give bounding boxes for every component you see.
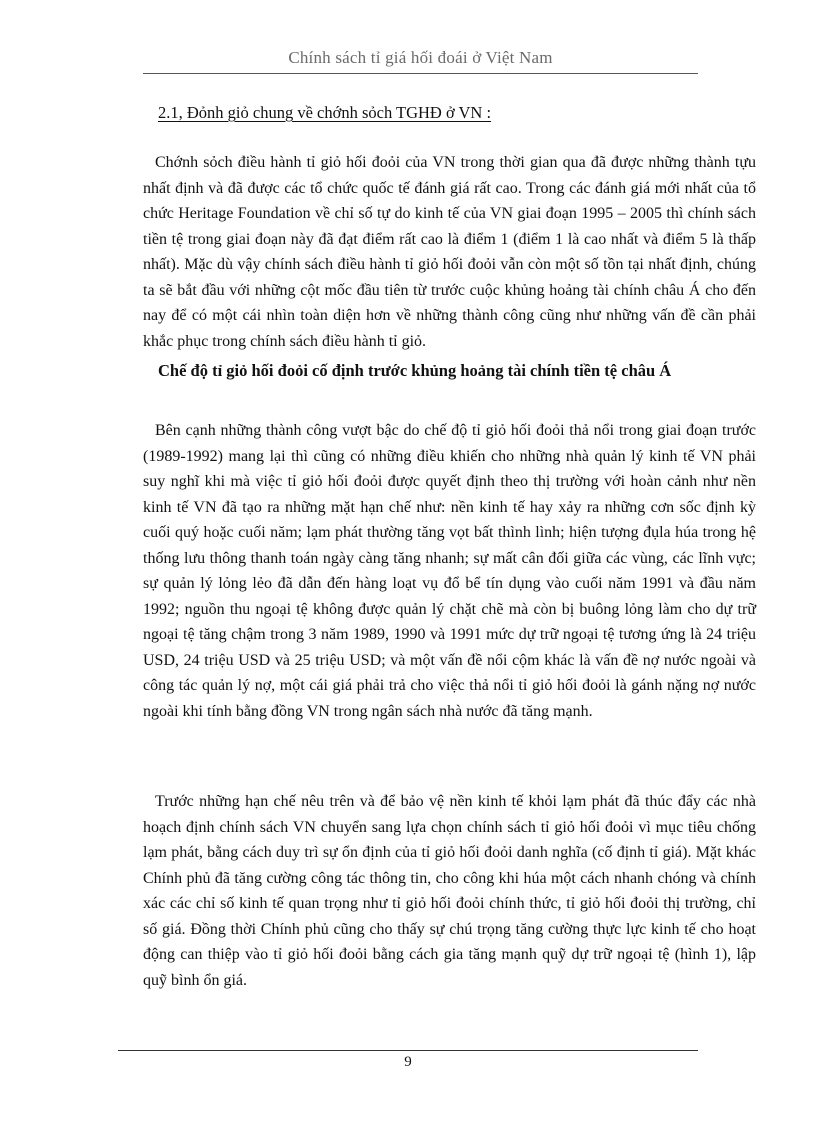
paragraph-intro-text: Chớnh sỏch điều hành tỉ giỏ hối đoỏi của VN trong thời gian qua đã được những thành tựu nhất định và đã được các tổ chức quốc tế đánh giá rất cao. Trong các đánh giá mới nhất của tổ chức Heritage Foundation về chỉ số tự do kinh tế của VN giai đoạn 1995 – 2005 thì chính sách tiền tệ trong giai đoạn này đã đạt điểm rất cao là điểm 1 (điểm 1 là cao nhất và điểm 5 là thấp nhất). Mặc dù vậy chính sách điều hành tỉ giỏ hối đoỏi vẫn còn một số tồn tại nhất định, chúng ta sẽ bắt đầu với những cột mốc đầu tiên từ trước cuộc khủng hoảng tài chính châu Á cho đến nay để có một cái nhìn toàn diện hơn về những thành công cũng như những vấn đề cần phải khắc phục trong chính sách điều hành tỉ giỏ. [143, 154, 756, 350]
page-number: 9 [404, 1054, 412, 1070]
section-title: 2.1, Đỏnh giỏ chung về chớnh sỏch TGHĐ ở VN : [158, 103, 492, 122]
header-divider [143, 73, 698, 74]
subheading: Chế độ tỉ giỏ hối đoỏi cố định trước khủng hoảng tài chính tiền tệ châu Á [158, 361, 672, 380]
paragraph-body-2 [143, 789, 756, 993]
paragraph-intro [143, 150, 756, 354]
running-header: Chính sách tỉ giá hối đoái ở Việt Nam [288, 48, 553, 67]
paragraph-body-2-text: Trước những hạn chế nêu trên và để bảo vệ nền kinh tế khỏi lạm phát đã thúc đẩy các nhà hoạch định chính sách VN chuyển sang lựa chọn chính sách tỉ giỏ hối đoỏi vì mục tiêu chống lạm phát, bằng cách duy trì sự ổn định của tỉ giỏ hối đoỏi danh nghĩa (cố định tỉ giá). Mặt khác Chính phủ đã tăng cường công tác thông tin, cho công khi húa một cách nhanh chóng và chính xác các chỉ số kinh tế quan trọng như tỉ giỏ hối đoỏi chính thức, tỉ giỏ hối đoỏi thị trường, chỉ số giá. Đồng thời Chính phủ cũng cho thấy sự chú trọng tăng cường thực lực kinh tế cho hoạt động can thiệp vào tỉ giỏ hối đoỏi bằng cách gia tăng mạnh quỹ dự trữ ngoại tệ (hình 1), lập quỹ bình ổn giá. [143, 793, 756, 989]
paragraph-body-1-text: Bên cạnh những thành công vượt bậc do chế độ tỉ giỏ hối đoỏi thả nổi trong giai đoạn trước (1989-1992) mang lại thì cũng có những điều khiến cho những nhà quản lý kinh tế VN phải suy nghĩ khi mà việc tỉ giỏ hối đoỏi được quyết định theo thị trường với hoàn cảnh như nền kinh tế VN đã tạo ra những mặt hạn chế như: nền kinh tế hay xảy ra những cơn sốc định kỳ cuối quý hoặc cuối năm; lạm phát thường tăng vọt bất thình lình; hiện tượng đụla húa trong hệ thống lưu thông thanh toán ngày càng tăng nhanh; sự mất cân đối giữa các vùng, các lĩnh vực; sự quản lý lỏng lẻo đã dẫn đến hàng loạt vụ đổ bể tín dụng vào cuối năm 1991 và đầu năm 1992; nguồn thu ngoại tệ không được quản lý chặt chẽ mà còn bị buông lỏng làm cho dự trữ ngoại tệ tăng chậm trong 3 năm 1989, 1990 và 1991 mức dự trữ ngoại tệ tương ứng là 24 triệu USD, 24 triệu USD và 25 triệu USD; và một vấn đề nổi cộm khác là vấn đề nợ nước ngoài và công tác quản lý nợ, một cái giá phải trả cho việc thả nổi tỉ giỏ hối đoỏi là gánh nặng nợ nước ngoài khi tính bằng đồng VN trong ngân sách nhà nước đã tăng mạnh. [143, 422, 756, 720]
paragraph-body-1 [143, 418, 756, 724]
footer-divider [118, 1050, 698, 1051]
